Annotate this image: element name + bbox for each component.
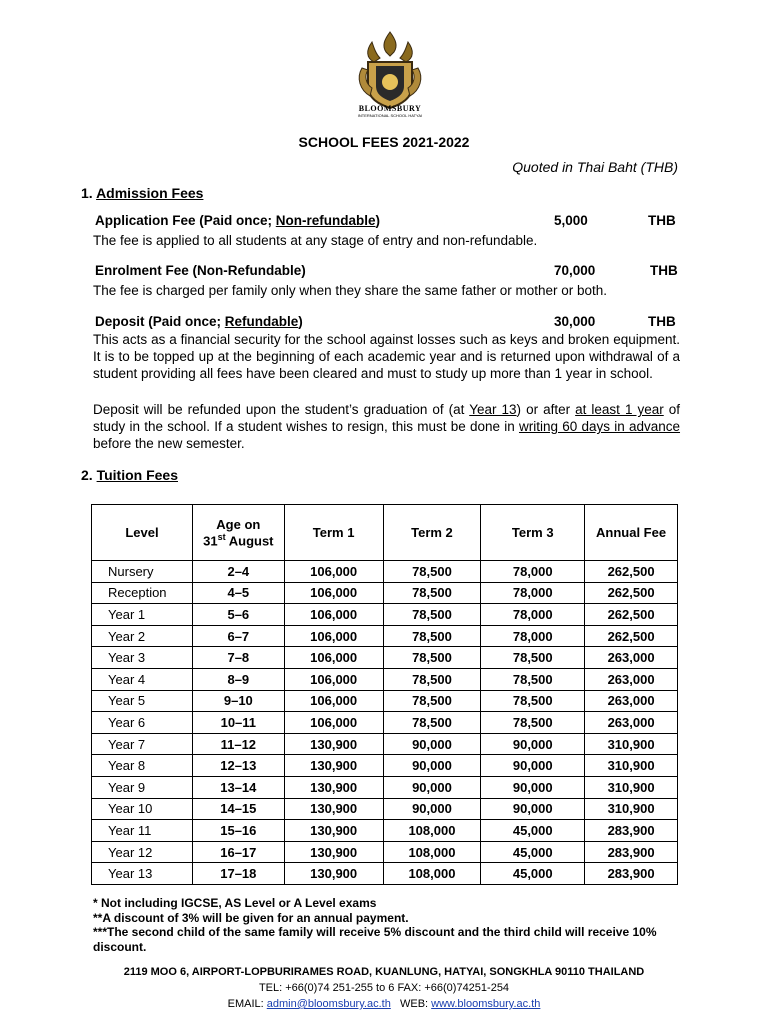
cell-term2: 90,000 <box>383 798 481 820</box>
application-fee-row <box>95 213 680 231</box>
cell-term3: 78,500 <box>481 647 585 669</box>
deposit-desc: This acts as a financial security for the school against losses such as keys and broken equipment. It is to be topped up at the beginning of each academic year and is returned upon withdrawal of a student providing all fees have been cleared and must to study up more than 1 year in school. <box>93 332 680 381</box>
table-row <box>92 647 678 669</box>
cell-level: Year 7 <box>92 733 193 755</box>
cell-level: Year 12 <box>92 841 193 863</box>
cell-level: Year 3 <box>92 647 193 669</box>
cell-age: 4–5 <box>192 582 284 604</box>
section-title: Admission Fees <box>96 185 204 201</box>
table-row <box>92 755 678 777</box>
cell-age: 17–18 <box>192 863 284 885</box>
cell-age: 13–14 <box>192 776 284 798</box>
fee-amount: 70,000 <box>554 263 596 278</box>
table-row <box>92 712 678 734</box>
logo-name: BLOOMSBURY <box>358 104 422 113</box>
cell-term1: 130,900 <box>284 863 383 885</box>
table-row <box>92 820 678 842</box>
table-row <box>92 604 678 626</box>
cell-level: Year 11 <box>92 820 193 842</box>
cell-level: Year 5 <box>92 690 193 712</box>
note-1: * Not including IGCSE, AS Level or A Level exams <box>93 896 377 910</box>
table-row <box>92 776 678 798</box>
cell-age: 7–8 <box>192 647 284 669</box>
cell-level: Year 2 <box>92 625 193 647</box>
cell-age: 16–17 <box>192 841 284 863</box>
table-row <box>92 668 678 690</box>
cell-annual: 262,500 <box>585 582 678 604</box>
logo-subtitle: INTERNATIONAL SCHOOL HATYAI <box>357 113 423 118</box>
header-age: Age on 31st August <box>192 505 284 561</box>
cell-term3: 78,500 <box>481 668 585 690</box>
cell-level: Nursery <box>92 561 193 583</box>
cell-term2: 78,500 <box>383 604 481 626</box>
fee-label: Enrolment Fee (Non-Refundable) <box>95 263 306 278</box>
cell-term3: 90,000 <box>481 733 585 755</box>
enrolment-fee-desc: The fee is charged per family only when they share the same father or mother or both. <box>93 283 608 298</box>
cell-term3: 78,000 <box>481 561 585 583</box>
table-row <box>92 841 678 863</box>
cell-annual: 263,000 <box>585 712 678 734</box>
table-row <box>92 690 678 712</box>
cell-age: 8–9 <box>192 668 284 690</box>
cell-annual: 262,500 <box>585 604 678 626</box>
cell-term2: 108,000 <box>383 820 481 842</box>
enrolment-fee-row <box>95 263 680 281</box>
cell-term3: 45,000 <box>481 863 585 885</box>
cell-annual: 263,000 <box>585 647 678 669</box>
header-level: Level <box>92 505 193 561</box>
cell-term3: 90,000 <box>481 776 585 798</box>
cell-annual: 283,900 <box>585 820 678 842</box>
cell-age: 5–6 <box>192 604 284 626</box>
cell-annual: 310,900 <box>585 733 678 755</box>
note-2: **A discount of 3% will be given for an annual payment. <box>93 910 409 925</box>
header-term3: Term 3 <box>481 505 585 561</box>
header-term2: Term 2 <box>383 505 481 561</box>
cell-term3: 90,000 <box>481 755 585 777</box>
cell-level: Year 13 <box>92 863 193 885</box>
cell-age: 14–15 <box>192 798 284 820</box>
fee-label: Application Fee (Paid once; <box>95 213 276 228</box>
section-number: 2. <box>81 467 93 483</box>
cell-level: Year 1 <box>92 604 193 626</box>
cell-age: 12–13 <box>192 755 284 777</box>
cell-term1: 130,900 <box>284 755 383 777</box>
fee-notes <box>93 896 683 954</box>
cell-level: Year 6 <box>92 712 193 734</box>
fee-label-end: ) <box>375 213 381 228</box>
cell-annual: 262,500 <box>585 625 678 647</box>
currency-note: Quoted in Thai Baht (THB) <box>512 159 678 175</box>
cell-term3: 78,500 <box>481 712 585 734</box>
fee-currency: THB <box>648 213 676 228</box>
table-row <box>92 582 678 604</box>
cell-level: Year 4 <box>92 668 193 690</box>
cell-annual: 310,900 <box>585 798 678 820</box>
cell-term2: 78,500 <box>383 712 481 734</box>
application-fee-desc: The fee is applied to all students at any stage of entry and non-refundable. <box>93 233 538 248</box>
deposit-refund-note: Deposit will be refunded upon the student’s graduation of (at Year 13) or after at least 1 year of study in the school. If a student wishes to resign, this must be done in writing 60 days in advance before the new semester. <box>93 402 681 451</box>
page-title: SCHOOL FEES 2021-2022 <box>298 134 470 150</box>
header-term1: Term 1 <box>284 505 383 561</box>
cell-term2: 78,500 <box>383 561 481 583</box>
section-number: 1. <box>81 185 93 201</box>
fee-currency: THB <box>648 314 676 329</box>
cell-term2: 78,500 <box>383 668 481 690</box>
cell-term3: 78,000 <box>481 625 585 647</box>
cell-term2: 90,000 <box>383 733 481 755</box>
cell-level: Reception <box>92 582 193 604</box>
fee-amount: 30,000 <box>554 314 596 329</box>
cell-term2: 78,500 <box>383 647 481 669</box>
cell-term1: 130,900 <box>284 733 383 755</box>
cell-level: Year 8 <box>92 755 193 777</box>
table-row <box>92 863 678 885</box>
cell-term1: 106,000 <box>284 712 383 734</box>
table-header-row <box>92 505 678 561</box>
cell-annual: 263,000 <box>585 690 678 712</box>
footer-contact: EMAIL: admin@bloomsbury.ac.th WEB: www.bloomsbury.ac.th <box>227 998 541 1010</box>
cell-term3: 78,000 <box>481 604 585 626</box>
cell-level: Year 9 <box>92 776 193 798</box>
table-row <box>92 561 678 583</box>
header-annual: Annual Fee <box>585 505 678 561</box>
cell-annual: 283,900 <box>585 841 678 863</box>
cell-term1: 106,000 <box>284 690 383 712</box>
cell-term3: 45,000 <box>481 820 585 842</box>
cell-term1: 130,900 <box>284 820 383 842</box>
cell-term3: 90,000 <box>481 798 585 820</box>
fee-label-underlined: Refundable <box>224 314 299 329</box>
cell-level: Year 10 <box>92 798 193 820</box>
tuition-fees-table <box>91 504 678 885</box>
table-row <box>92 733 678 755</box>
cell-term2: 90,000 <box>383 776 481 798</box>
fee-label: Deposit (Paid once; <box>95 314 225 329</box>
cell-annual: 263,000 <box>585 668 678 690</box>
table-row <box>92 798 678 820</box>
cell-term2: 108,000 <box>383 841 481 863</box>
cell-term2: 78,500 <box>383 625 481 647</box>
cell-term3: 45,000 <box>481 841 585 863</box>
cell-term1: 130,900 <box>284 776 383 798</box>
cell-term1: 106,000 <box>284 647 383 669</box>
cell-term2: 108,000 <box>383 863 481 885</box>
section-tuition-heading <box>81 467 178 483</box>
web-link[interactable]: www.bloomsbury.ac.th <box>431 998 541 1010</box>
deposit-row <box>95 314 680 332</box>
fee-label-end: ) <box>298 314 303 329</box>
cell-term3: 78,500 <box>481 690 585 712</box>
section-title: Tuition Fees <box>96 467 178 483</box>
cell-age: 6–7 <box>192 625 284 647</box>
cell-term1: 106,000 <box>284 668 383 690</box>
fee-label-underlined: Non-refundable <box>275 213 376 228</box>
section-admission-heading <box>81 185 203 201</box>
cell-age: 15–16 <box>192 820 284 842</box>
cell-age: 11–12 <box>192 733 284 755</box>
cell-term2: 78,500 <box>383 582 481 604</box>
cell-term1: 130,900 <box>284 798 383 820</box>
cell-age: 2–4 <box>192 561 284 583</box>
cell-term1: 130,900 <box>284 841 383 863</box>
note-3: ***The second child of the same family will receive 5% discount and the third child will receive 10% discount. <box>93 925 657 954</box>
footer-phone: TEL: +66(0)74 251-255 to 6 FAX: +66(0)74251-254 <box>258 982 510 994</box>
footer-address: 2119 MOO 6, AIRPORT-LOPBURIRAMES ROAD, KUANLUNG, HATYAI, SONGKHLA 90110 THAILAND <box>123 966 645 978</box>
fee-currency: THB <box>650 263 678 278</box>
email-link[interactable]: admin@bloomsbury.ac.th <box>266 998 391 1010</box>
cell-annual: 283,900 <box>585 863 678 885</box>
cell-term3: 78,000 <box>481 582 585 604</box>
fee-amount: 5,000 <box>554 213 588 228</box>
cell-annual: 262,500 <box>585 561 678 583</box>
cell-age: 9–10 <box>192 690 284 712</box>
cell-term1: 106,000 <box>284 625 383 647</box>
table-row <box>92 625 678 647</box>
cell-annual: 310,900 <box>585 755 678 777</box>
cell-term1: 106,000 <box>284 604 383 626</box>
cell-annual: 310,900 <box>585 776 678 798</box>
cell-term2: 90,000 <box>383 755 481 777</box>
cell-term1: 106,000 <box>284 582 383 604</box>
cell-age: 10–11 <box>192 712 284 734</box>
cell-term2: 78,500 <box>383 690 481 712</box>
cell-term1: 106,000 <box>284 561 383 583</box>
